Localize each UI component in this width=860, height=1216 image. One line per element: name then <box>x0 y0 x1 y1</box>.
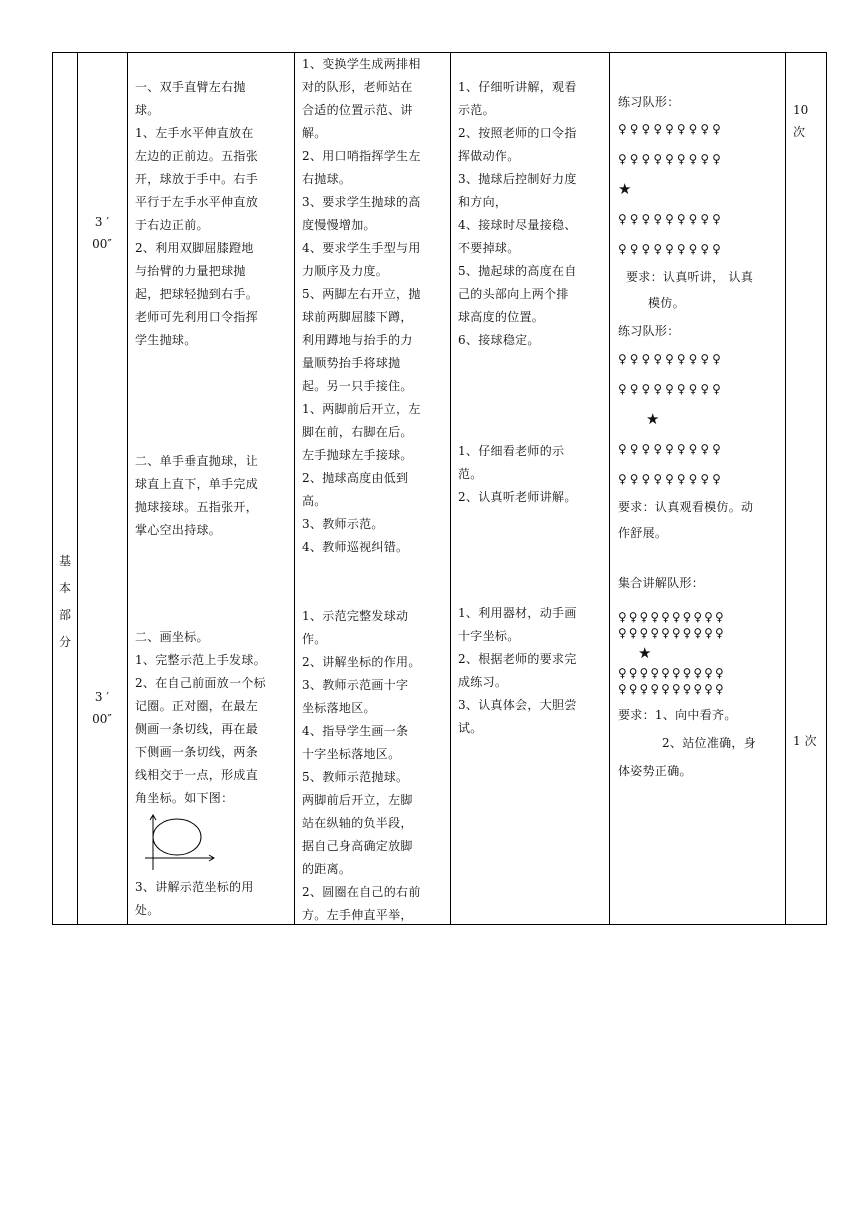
teacher-star-icon: ★ <box>638 644 652 662</box>
student-row: ♀♀♀♀♀♀♀♀♀ <box>618 152 724 166</box>
column-divider <box>785 53 786 924</box>
teacher-block-1: 1、变换学生成两排相 对的队形，老师站在 合适的位置示范、讲 解。 2、用口哨指挥学生左 右抛球。 3、要求学生抛球的高 度慢慢增加。 4、要求学生手型与用 力顺序及力度。 5、两脚左右开立，抛 球前两脚屈膝下蹲， 利用蹲地与抬手的力 量顺势抬手将球抛 起。另一只手接住。 1、两脚前后开立，左 脚在前，右脚在后。 左手抛球左手接球。 2、抛球高度由低到 高。 3、教师示范。 4、教师巡视纠错。 <box>302 57 421 554</box>
student-row: ♀♀♀♀♀♀♀♀♀ <box>618 212 724 226</box>
content-block-4: 3、讲解示范坐标的用 处。 <box>135 880 254 917</box>
formation-label: 集合讲解队形： <box>618 576 705 590</box>
column-divider <box>127 53 128 924</box>
section-char: 基 <box>58 554 71 568</box>
time-slot-1 <box>77 211 127 255</box>
student-row: ♀♀♀♀♀♀♀♀♀♀ <box>618 682 726 696</box>
time-seconds: 00″ <box>92 237 112 251</box>
content-block-1: 一、双手直臂左右抛 球。 1、左手水平伸直放在 左边的正前边。五指张 开，球放于手中。右手 平行于左手水平伸直放 于右边正前。 2、利用双脚屈膝蹬地 与抬臂的力量把球抛 起，把球轻抛到右手。 老师可先利用口令指挥 学生抛球。 <box>135 80 259 347</box>
section-char: 部 <box>58 608 71 622</box>
formation-label: 练习队形： <box>618 95 680 109</box>
student-row: ♀♀♀♀♀♀♀♀♀ <box>618 382 724 396</box>
repetitions <box>787 730 827 752</box>
teacher-star-icon: ★ <box>646 410 660 428</box>
column-divider <box>77 53 78 924</box>
section-label <box>53 548 77 656</box>
student-row: ♀♀♀♀♀♀♀♀♀♀ <box>618 610 726 624</box>
content-block-3: 二、画坐标。 1、完整示范上手发球。 2、在自己前面放一个标 记圈。正对圈，在最左 侧画一条切线，再在最 下侧画一条切线，两条 线相交于一点，形成直 角坐标。如下图： <box>135 630 266 805</box>
time-slot-2 <box>77 686 127 730</box>
student-row: ♀♀♀♀♀♀♀♀♀ <box>618 352 724 366</box>
time-seconds: 00″ <box>92 712 112 726</box>
formation-label: 练习队形： <box>618 324 680 338</box>
teacher-block-2: 1、示范完整发球动 作。 2、讲解坐标的作用。 3、教师示范画十字 坐标落地区。 4、指导学生画一条 十字坐标落地区。 5、教师示范抛球。 两脚前后开立，左脚 站在纵轴的负半段， 据自己身高确定放脚 的距离。 2、圆圈在自己的右前 方。左手伸直平举， <box>302 609 421 922</box>
repetitions <box>787 99 827 143</box>
student-block-1: 1、仔细听讲解，观看 示范。 2、按照老师的口令指 挥做动作。 3、抛球后控制好力度 和方向， 4、接球时尽量接稳、 不要掉球。 5、抛起球的高度在自 己的头部向上两个排 球高度的位置。 6、接球稳定。 <box>458 80 577 347</box>
target-circle <box>153 819 201 855</box>
requirement-text: 要求：1、向中看齐。 <box>618 708 737 722</box>
student-row: ♀♀♀♀♀♀♀♀♀ <box>618 442 724 456</box>
repetition-count: 1 次 <box>793 734 817 748</box>
coordinate-diagram <box>141 812 221 872</box>
requirement-text: 模仿。 <box>648 296 685 310</box>
section-char: 分 <box>58 635 71 649</box>
repetition-count: 10 次 <box>793 103 809 139</box>
student-row: ♀♀♀♀♀♀♀♀♀ <box>618 242 724 256</box>
student-row: ♀♀♀♀♀♀♀♀♀ <box>618 122 724 136</box>
time-minutes: 3 ′ <box>94 215 110 229</box>
formation-cell <box>618 91 784 785</box>
requirement-text: 要求：认真听讲， 认真 <box>626 270 754 284</box>
teacher-cell <box>302 53 452 927</box>
student-block-3: 1、利用器材，动手画 十字坐标。 2、根据老师的要求完 成练习。 3、认真体会，大胆尝 试。 <box>458 606 577 735</box>
student-row: ♀♀♀♀♀♀♀♀♀ <box>618 472 724 486</box>
teacher-star-icon: ★ <box>618 180 632 198</box>
student-cell <box>458 76 610 740</box>
requirement-text: 2、站位准确，身 <box>662 736 757 750</box>
lesson-plan-table <box>52 52 827 925</box>
requirement-text: 体姿势正确。 <box>618 764 692 778</box>
section-char: 本 <box>58 581 71 595</box>
student-row: ♀♀♀♀♀♀♀♀♀♀ <box>618 666 726 680</box>
student-block-2: 1、仔细看老师的示 范。 2、认真听老师讲解。 <box>458 444 577 504</box>
time-minutes: 3 ′ <box>94 690 110 704</box>
student-row: ♀♀♀♀♀♀♀♀♀♀ <box>618 626 726 640</box>
content-block-2: 二、单手垂直抛球，让 球直上直下，单手完成 抛球接球。五指张开， 掌心空出持球。 <box>135 454 259 537</box>
requirement-text: 要求：认真观看模仿。动 作舒展。 <box>618 500 754 540</box>
content-cell <box>135 76 295 922</box>
